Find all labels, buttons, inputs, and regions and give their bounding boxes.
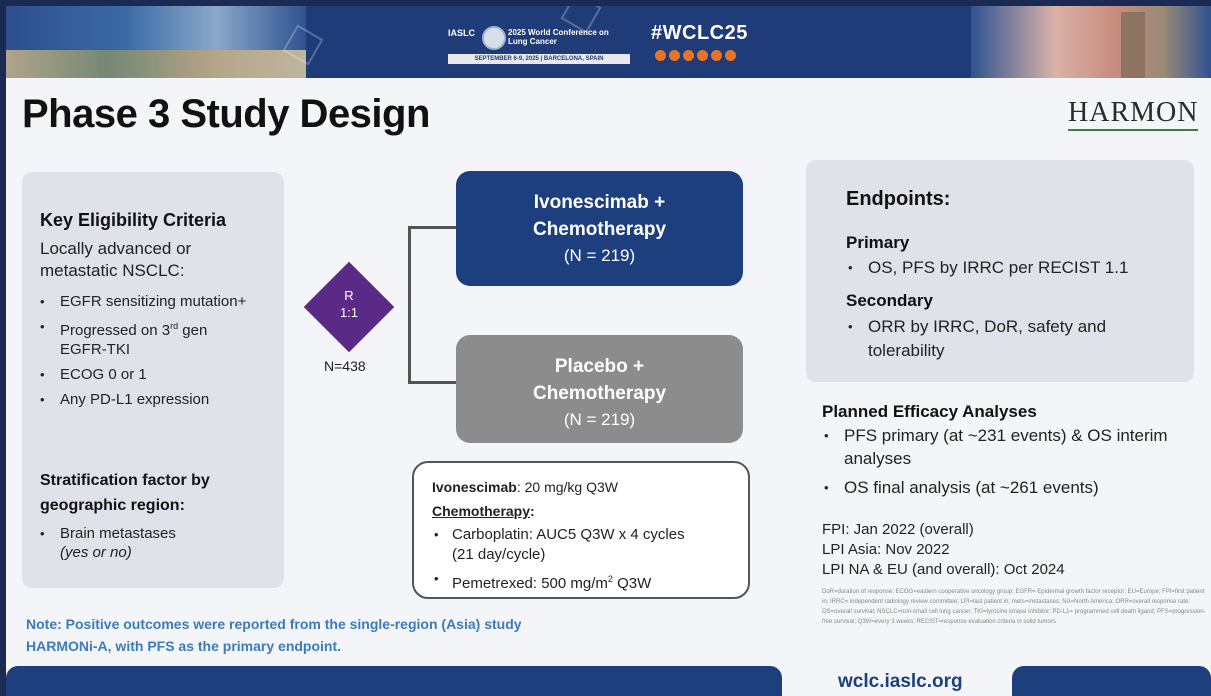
analyses-heading: Planned Efficacy Analyses — [822, 402, 1037, 421]
total-n-label: N=438 — [324, 358, 366, 374]
list-item: • ORR by IRRC, DoR, safety and tolerability — [846, 315, 1186, 363]
social-icon — [697, 50, 708, 61]
social-icon — [711, 50, 722, 61]
list-item: • PFS primary (at ~231 events) & OS interim analyses — [822, 424, 1202, 470]
conference-logo — [448, 24, 630, 66]
date-line: LPI Asia: Nov 2022 — [822, 541, 950, 558]
primary-list — [846, 256, 1186, 286]
arm-label: Ivonescimab + — [533, 192, 666, 213]
list-item: • Carboplatin: AUC5 Q3W x 4 cycles (21 day/cycle) — [432, 525, 742, 565]
treatment-arm-box — [456, 171, 743, 286]
placebo-arm-box — [456, 335, 743, 443]
arm-n: (N = 219) — [563, 410, 636, 429]
randomization-label: R 1:1 — [339, 288, 359, 320]
conference-dates: SEPTEMBER 6-9, 2025 | BARCELONA, SPAIN — [448, 54, 630, 64]
stratification-heading: Stratification factor by geographic region: — [40, 472, 210, 514]
banner-image-left — [6, 6, 306, 78]
connector-line — [408, 226, 456, 229]
eligibility-heading: Key Eligibility Criteria — [40, 210, 227, 230]
stratification-list — [38, 524, 278, 568]
list-item: • Any PD-L1 expression — [38, 390, 278, 409]
enrollment-dates — [822, 520, 1065, 580]
conference-title: 2025 World Conference on Lung Cancer — [508, 28, 609, 46]
connector-line — [408, 381, 456, 384]
secondary-list — [846, 315, 1186, 369]
endpoints-panel — [806, 160, 1194, 382]
social-icon — [683, 50, 694, 61]
list-item: • Brain metastases (yes or no) — [38, 524, 278, 562]
list-item: • EGFR sensitizing mutation+ — [38, 292, 278, 311]
iaslc-logo-text: IASLC — [448, 28, 475, 38]
slide — [6, 6, 1211, 696]
social-icons — [655, 50, 736, 61]
banner-image-right — [971, 6, 1211, 78]
slide-title: Phase 3 Study Design — [22, 92, 430, 136]
abbreviations-footnote: DoR=duration of response; ECOG=eastern cooperative oncology group; EGFR= Epidermal growth factor receptor; EU=Europe; FPI=first patient in; IRRC= independent radiology review committee; LPI=last patient in; mets=metastases; NA=North America; ORR=overall response rate; OS=overall survival; NSCLC=non-small cell lung cancer; TKI=tyrosine kinase inhibitor; PD-L1= programmed cell death ligand; PFS=progression-free survival; Q3W=every 3 weeks; RECIST=response evaluation criteria in solid tumors — [822, 589, 1206, 625]
list-item: • Progressed on 3rd gen EGFR-TKI — [38, 317, 278, 359]
date-line: FPI: Jan 2022 (overall) — [822, 521, 974, 538]
social-icon — [669, 50, 680, 61]
arm-n: (N = 219) — [563, 246, 636, 265]
social-icon — [725, 50, 736, 61]
connector-line — [408, 226, 411, 384]
list-item: • Pemetrexed: 500 $mg/m^2$ Q3W — [432, 569, 742, 594]
analyses-list — [822, 424, 1202, 505]
note-text: Note: Positive outcomes were reported from the single-region (Asia) study HARMONi-A, with PFS as the primary endpoint. — [26, 616, 522, 654]
list-item: • OS final analysis (at ~261 events) — [822, 476, 1202, 499]
primary-label: Primary — [846, 233, 910, 252]
list-item: • OS, PFS by IRRC per RECIST 1.1 — [846, 256, 1186, 280]
social-icon — [655, 50, 666, 61]
chemo-list — [432, 525, 742, 598]
drug-dose: Ivonescimab: 20 mg/kg Q3W — [432, 479, 618, 495]
arm-label: Chemotherapy — [532, 383, 667, 404]
eligibility-panel — [22, 172, 284, 588]
chemo-heading: Chemotherapy: — [432, 503, 535, 519]
footer-bar — [6, 666, 782, 696]
arm-label: Placebo + — [554, 356, 645, 377]
list-item: • ECOG 0 or 1 — [38, 365, 278, 384]
harmoni-logo: HARMON — [1068, 98, 1198, 131]
footer-url: wclc.iaslc.org — [838, 671, 963, 692]
arm-label: Chemotherapy — [532, 219, 667, 240]
endpoints-heading: Endpoints: — [846, 188, 951, 210]
secondary-label: Secondary — [846, 291, 933, 310]
eligibility-list — [38, 292, 278, 415]
footer-bar — [1012, 666, 1211, 696]
dosing-box — [412, 461, 750, 599]
date-line: LPI NA & EU (and overall): Oct 2024 — [822, 561, 1065, 578]
seal-icon — [482, 26, 506, 50]
conference-hashtag: #WCLC25 — [651, 22, 748, 44]
conference-banner — [6, 6, 1211, 78]
eligibility-intro: Locally advanced or metastatic NSCLC: — [40, 239, 192, 280]
